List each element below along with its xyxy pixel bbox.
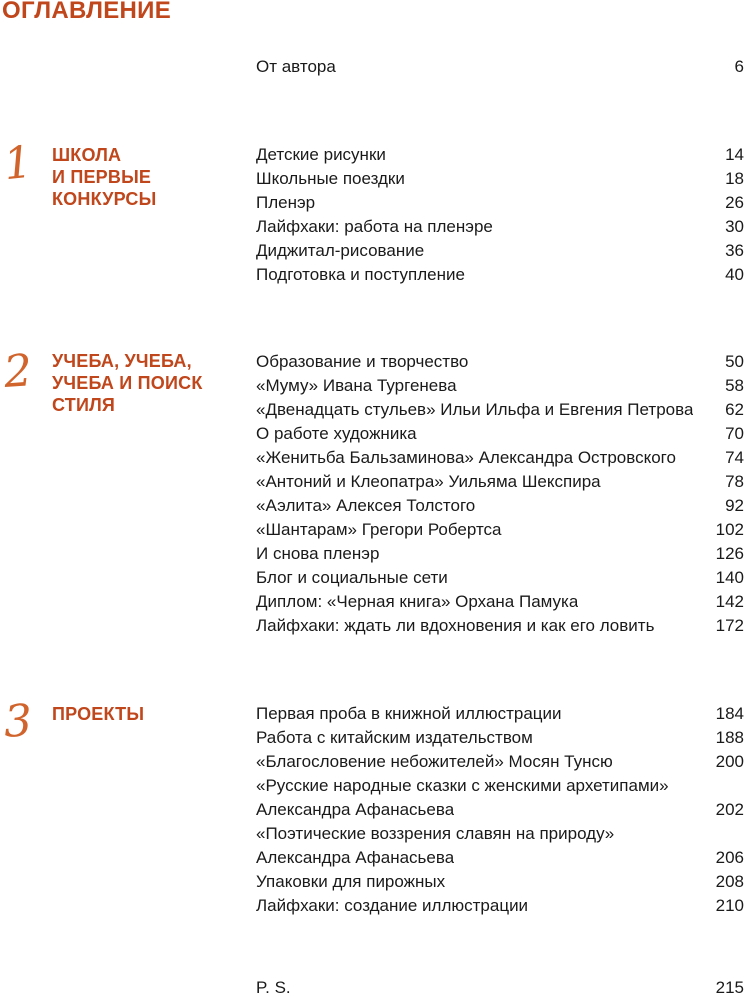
toc-entry[interactable] (256, 870, 744, 894)
entry-page: 102 (715, 520, 744, 539)
entry-page: 58 (725, 376, 744, 395)
toc-entry-intro[interactable] (256, 55, 744, 79)
entry-title: Детские рисунки (256, 145, 386, 164)
toc-entry[interactable] (256, 702, 744, 726)
entry-title: Школьные поездки (256, 169, 405, 188)
toc-entry[interactable] (256, 350, 744, 374)
toc-entry[interactable] (256, 470, 744, 494)
entry-page: 202 (715, 800, 744, 819)
toc-entry[interactable] (256, 614, 744, 638)
entry-page: 70 (725, 424, 744, 443)
toc-entry[interactable] (256, 422, 744, 446)
entry-title: Лайфхаки: создание иллюстрации (256, 896, 529, 915)
toc-entry[interactable] (256, 191, 744, 215)
entry-title: Александра Афанасьева (256, 800, 455, 819)
entry-title: Пленэр (256, 193, 316, 212)
entry-page: 142 (715, 592, 744, 611)
entry-title: «Благословение небожителей» Мосян Тунсю (256, 752, 613, 771)
entry-page: 6 (734, 57, 744, 76)
toc-entry-outro[interactable] (256, 976, 744, 1000)
entry-page: 26 (725, 193, 744, 212)
entry-title: Первая проба в книжной иллюстрации (256, 704, 562, 723)
entry-title: Лайфхаки: ждать ли вдохновения и как его ловить (256, 616, 655, 635)
toc-entry[interactable] (256, 542, 744, 566)
entry-page: 50 (725, 352, 744, 371)
entry-title: Диджитал-рисование (256, 241, 425, 260)
entry-title: Работа с китайским издательством (256, 728, 533, 747)
toc-entry[interactable] (256, 726, 744, 750)
toc-entry[interactable] (256, 750, 744, 774)
entry-title: «Русские народные сказки с женскими архетипами» (256, 776, 669, 795)
entry-page: 126 (715, 544, 744, 563)
entry-title: Блог и социальные сети (256, 568, 448, 587)
toc-entry[interactable] (256, 446, 744, 470)
entry-title: Подготовка и поступление (256, 265, 465, 284)
toc-entry[interactable] (256, 774, 744, 798)
toc-entry[interactable] (256, 494, 744, 518)
entry-page: 18 (725, 169, 744, 188)
entry-page: 74 (725, 448, 744, 467)
toc-entry[interactable] (256, 798, 744, 822)
toc-entry[interactable] (256, 239, 744, 263)
entry-page: 188 (715, 728, 744, 747)
entry-page: 172 (715, 616, 744, 635)
entry-page: 140 (715, 568, 744, 587)
section-title: ШКОЛА И ПЕРВЫЕ КОНКУРСЫ (52, 145, 157, 209)
entry-title: И снова пленэр (256, 544, 380, 563)
toc-entry[interactable] (256, 518, 744, 542)
entry-page: 92 (725, 496, 744, 515)
entry-title: Упаковки для пирожных (256, 872, 446, 891)
page-title: ОГЛАВЛЕНИЕ (2, 0, 172, 24)
entry-page: 184 (715, 704, 744, 723)
entry-title: P. S. (256, 978, 291, 997)
entry-title: «Женитьба Бальзаминова» Александра Островского (256, 448, 676, 467)
section-title: УЧЕБА, УЧЕБА, УЧЕБА И ПОИСК СТИЛЯ (52, 351, 203, 415)
entry-title: О работе художника (256, 424, 417, 443)
entry-title: «Поэтические воззрения славян на природу» (256, 824, 615, 843)
entry-page: 210 (715, 896, 744, 915)
entry-title: Лайфхаки: работа на пленэре (256, 217, 493, 236)
entry-title: Образование и творчество (256, 352, 469, 371)
entry-title: «Двенадцать стульев» Ильи Ильфа и Евгения Петрова (256, 400, 694, 419)
toc-entry[interactable] (256, 215, 744, 239)
entry-page: 208 (715, 872, 744, 891)
entry-page: 62 (725, 400, 744, 419)
toc-entry[interactable] (256, 263, 744, 287)
entry-title: Диплом: «Черная книга» Орхана Памука (256, 592, 579, 611)
entry-page: 215 (715, 978, 744, 997)
entry-page: 40 (725, 265, 744, 284)
section-title: ПРОЕКТЫ (52, 704, 145, 724)
toc-entry[interactable] (256, 590, 744, 614)
toc-entry[interactable] (256, 143, 744, 167)
section-number: 1 (1, 136, 35, 191)
toc-entry[interactable] (256, 846, 744, 870)
entry-page: 14 (725, 145, 744, 164)
entry-title: «Муму» Ивана Тургенева (256, 376, 457, 395)
entry-title: «Шантарам» Грегори Робертса (256, 520, 502, 539)
entry-page: 206 (715, 848, 744, 867)
entry-page: 78 (725, 472, 744, 491)
toc-entry[interactable] (256, 822, 744, 846)
entry-title: От автора (256, 57, 336, 76)
entry-title: Александра Афанасьева (256, 848, 455, 867)
entry-title: «Антоний и Клеопатра» Уильяма Шекспира (256, 472, 601, 491)
section-number: 2 (2, 345, 34, 398)
entry-title: «Аэлита» Алексея Толстого (256, 496, 476, 515)
toc-entry[interactable] (256, 894, 744, 918)
entry-page: 200 (715, 752, 744, 771)
toc-entry[interactable] (256, 167, 744, 191)
toc-entry[interactable] (256, 566, 744, 590)
section-number: 3 (2, 695, 34, 748)
toc-entry[interactable] (256, 374, 744, 398)
entry-page: 30 (725, 217, 744, 236)
entry-page: 36 (725, 241, 744, 260)
toc-entry[interactable] (256, 398, 744, 422)
